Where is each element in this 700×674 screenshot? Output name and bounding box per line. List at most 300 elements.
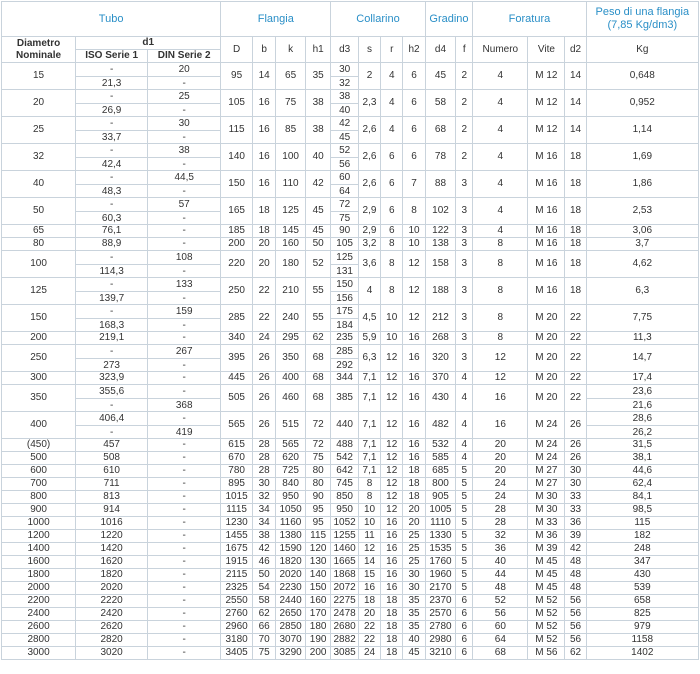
- cell-d3-part: 75: [331, 211, 358, 224]
- cell-r: 12: [381, 372, 403, 385]
- cell-d4: 585: [425, 452, 456, 465]
- cell-dn: 25: [2, 117, 76, 144]
- cell-k: 100: [276, 144, 306, 171]
- cell-numero: 68: [473, 647, 528, 660]
- cell-h1: 55: [305, 278, 330, 305]
- cell-f: 6: [456, 595, 473, 608]
- cell-s: 7,1: [358, 465, 380, 478]
- cell-b: 24: [253, 332, 276, 345]
- cell-d2: 26: [565, 452, 586, 465]
- cell-r: 16: [381, 582, 403, 595]
- cell-din-part: -: [148, 76, 220, 89]
- cell-vite: M 16: [528, 144, 565, 171]
- header-s: s: [358, 37, 380, 63]
- cell-dn: 700: [2, 478, 76, 491]
- cell-h1: 62: [305, 332, 330, 345]
- cell-r: 18: [381, 647, 403, 660]
- cell-iso: 2220: [76, 595, 148, 608]
- cell-iso: 88,9: [76, 238, 148, 251]
- cell-iso: 914: [76, 504, 148, 517]
- cell-s: 24: [358, 647, 380, 660]
- header-k: k: [276, 37, 306, 63]
- cell-din: -: [148, 238, 221, 251]
- cell-iso: [76, 144, 148, 171]
- cell-din-part: 108: [175, 252, 193, 263]
- cell-dn: 150: [2, 305, 76, 332]
- cell-kg: 98,5: [586, 504, 698, 517]
- cell-k: 950: [276, 491, 306, 504]
- cell-d3: 950: [331, 504, 359, 517]
- cell-f: 5: [456, 478, 473, 491]
- cell-b: 28: [253, 452, 276, 465]
- cell-k: 210: [276, 278, 306, 305]
- cell-D: 395: [221, 345, 253, 372]
- cell-d3: 2680: [331, 621, 359, 634]
- cell-din: [148, 412, 221, 439]
- cell-numero: 4: [473, 171, 528, 198]
- cell-kg: 248: [586, 543, 698, 556]
- cell-din-part: -: [148, 157, 220, 170]
- cell-r: 6: [381, 171, 403, 198]
- cell-kg-part: 26,2: [587, 425, 698, 438]
- cell-vite: M 12: [528, 90, 565, 117]
- cell-d4: 2170: [425, 582, 456, 595]
- cell-iso: 1016: [76, 517, 148, 530]
- cell-f: 5: [456, 543, 473, 556]
- header-h1: h1: [305, 37, 330, 63]
- cell-h2: 30: [403, 582, 425, 595]
- cell-kg: 84,1: [586, 491, 698, 504]
- cell-D: 445: [221, 372, 253, 385]
- cell-din-part: 30: [178, 118, 190, 129]
- cell-s: 20: [358, 608, 380, 621]
- cell-h2: 35: [403, 595, 425, 608]
- cell-d4: 320: [425, 345, 456, 372]
- header-numero: Numero: [473, 37, 528, 63]
- cell-D: 780: [221, 465, 253, 478]
- cell-d4: 3210: [425, 647, 456, 660]
- table-row: [2, 412, 699, 439]
- cell-kg: 115: [586, 517, 698, 530]
- cell-s: 3,6: [358, 251, 380, 278]
- cell-h1: 42: [305, 171, 330, 198]
- cell-b: 42: [253, 543, 276, 556]
- table-row: [2, 478, 699, 491]
- cell-din-part: 38: [178, 145, 190, 156]
- cell-iso-part: -: [109, 199, 114, 210]
- cell-s: 2,3: [358, 90, 380, 117]
- cell-numero: 52: [473, 595, 528, 608]
- cell-d3: 2072: [331, 582, 359, 595]
- cell-r: 18: [381, 608, 403, 621]
- cell-kg: 0,952: [586, 90, 698, 117]
- cell-vite: M 30: [528, 491, 565, 504]
- cell-iso: [76, 117, 148, 144]
- cell-d2: 22: [565, 385, 586, 412]
- cell-h2: 18: [403, 465, 425, 478]
- cell-s: 2: [358, 63, 380, 90]
- cell-h2: 6: [403, 144, 425, 171]
- cell-d4: 1110: [425, 517, 456, 530]
- cell-b: 50: [253, 569, 276, 582]
- cell-d3-part: 175: [336, 306, 353, 317]
- cell-s: 7,1: [358, 452, 380, 465]
- cell-din: -: [148, 465, 221, 478]
- cell-d3-part: 156: [331, 291, 358, 304]
- cell-kg: 38,1: [586, 452, 698, 465]
- cell-f: 4: [456, 452, 473, 465]
- cell-d2: 33: [565, 491, 586, 504]
- cell-d4: 102: [425, 198, 456, 225]
- cell-k: 180: [276, 251, 306, 278]
- cell-kg: 1402: [586, 647, 698, 660]
- cell-iso: [76, 171, 148, 198]
- cell-din: -: [148, 647, 221, 660]
- cell-d3-part: 64: [331, 184, 358, 197]
- cell-f: 3: [456, 305, 473, 332]
- cell-din: [148, 385, 221, 412]
- cell-numero: 20: [473, 465, 528, 478]
- cell-D: 340: [221, 332, 253, 345]
- table-row: [2, 621, 699, 634]
- cell-kg: 31,5: [586, 439, 698, 452]
- cell-b: 66: [253, 621, 276, 634]
- cell-d2: 56: [565, 608, 586, 621]
- table-row: [2, 504, 699, 517]
- cell-D: 670: [221, 452, 253, 465]
- cell-k: 565: [276, 439, 306, 452]
- cell-h1: 45: [305, 198, 330, 225]
- cell-iso-part: -: [109, 91, 114, 102]
- cell-r: 12: [381, 345, 403, 372]
- cell-r: 18: [381, 621, 403, 634]
- cell-d3: [331, 90, 359, 117]
- table-row: [2, 171, 699, 198]
- cell-d4: 800: [425, 478, 456, 491]
- cell-iso-part: 42,4: [76, 157, 147, 170]
- cell-f: 2: [456, 144, 473, 171]
- cell-f: 3: [456, 251, 473, 278]
- cell-s: 15: [358, 569, 380, 582]
- cell-k: 65: [276, 63, 306, 90]
- header-vite: Vite: [528, 37, 565, 63]
- cell-r: 4: [381, 90, 403, 117]
- cell-iso: [76, 305, 148, 332]
- cell-din-part: -: [148, 103, 220, 116]
- cell-iso: 323,9: [76, 372, 148, 385]
- cell-D: 115: [221, 117, 253, 144]
- cell-dn: 2400: [2, 608, 76, 621]
- cell-d4: 370: [425, 372, 456, 385]
- cell-k: 1380: [276, 530, 306, 543]
- cell-f: 2: [456, 90, 473, 117]
- cell-h1: 72: [305, 439, 330, 452]
- header-flangia: Flangia: [221, 2, 331, 37]
- cell-iso-part: 26,9: [76, 103, 147, 116]
- header-d4: d4: [425, 37, 456, 63]
- cell-kg: 14,7: [586, 345, 698, 372]
- cell-D: 1230: [221, 517, 253, 530]
- cell-din-part: -: [148, 264, 220, 277]
- cell-vite: M 16: [528, 225, 565, 238]
- cell-r: 16: [381, 569, 403, 582]
- cell-numero: 48: [473, 582, 528, 595]
- cell-d2: 39: [565, 530, 586, 543]
- cell-d3: 488: [331, 439, 359, 452]
- cell-h2: 16: [403, 372, 425, 385]
- table-row: [2, 582, 699, 595]
- cell-h2: 16: [403, 332, 425, 345]
- cell-iso: [76, 90, 148, 117]
- cell-dn: 1600: [2, 556, 76, 569]
- cell-k: 3290: [276, 647, 306, 660]
- cell-f: 5: [456, 504, 473, 517]
- cell-b: 75: [253, 647, 276, 660]
- cell-din: -: [148, 543, 221, 556]
- cell-numero: 4: [473, 90, 528, 117]
- cell-b: 20: [253, 251, 276, 278]
- cell-din-part: 20: [178, 64, 190, 75]
- cell-din-part: -: [148, 358, 220, 371]
- cell-h1: 150: [305, 582, 330, 595]
- cell-d2: 22: [565, 372, 586, 385]
- cell-h1: 115: [305, 530, 330, 543]
- cell-vite: M 24: [528, 452, 565, 465]
- cell-d2: 14: [565, 90, 586, 117]
- cell-kg-part: 28,6: [632, 413, 653, 424]
- cell-numero: 4: [473, 144, 528, 171]
- cell-h2: 35: [403, 621, 425, 634]
- cell-f: 4: [456, 385, 473, 412]
- cell-din: [148, 345, 221, 372]
- cell-d3: [331, 305, 359, 332]
- cell-h2: 20: [403, 517, 425, 530]
- cell-d4: 68: [425, 117, 456, 144]
- cell-r: 8: [381, 251, 403, 278]
- cell-b: 26: [253, 412, 276, 439]
- cell-s: 2,6: [358, 171, 380, 198]
- cell-kg: 347: [586, 556, 698, 569]
- cell-h1: 75: [305, 452, 330, 465]
- cell-d2: 36: [565, 517, 586, 530]
- cell-f: 5: [456, 530, 473, 543]
- cell-s: 5,9: [358, 332, 380, 345]
- cell-k: 620: [276, 452, 306, 465]
- cell-D: 2960: [221, 621, 253, 634]
- cell-numero: 12: [473, 345, 528, 372]
- cell-d2: 56: [565, 621, 586, 634]
- cell-k: 240: [276, 305, 306, 332]
- cell-b: 46: [253, 556, 276, 569]
- cell-din-part: -: [148, 291, 220, 304]
- cell-din: -: [148, 439, 221, 452]
- cell-D: 1455: [221, 530, 253, 543]
- cell-iso: 2620: [76, 621, 148, 634]
- cell-h2: 18: [403, 478, 425, 491]
- cell-b: 14: [253, 63, 276, 90]
- cell-s: 22: [358, 634, 380, 647]
- cell-din: -: [148, 517, 221, 530]
- cell-numero: 36: [473, 543, 528, 556]
- cell-iso: 3020: [76, 647, 148, 660]
- cell-h2: 7: [403, 171, 425, 198]
- cell-k: 75: [276, 90, 306, 117]
- cell-s: 2,9: [358, 225, 380, 238]
- cell-dn: 40: [2, 171, 76, 198]
- cell-vite: M 56: [528, 647, 565, 660]
- cell-h1: 55: [305, 305, 330, 332]
- cell-vite: M 12: [528, 117, 565, 144]
- cell-k: 840: [276, 478, 306, 491]
- cell-dn: 125: [2, 278, 76, 305]
- header-gradino: Gradino: [425, 2, 473, 37]
- cell-h1: 160: [305, 595, 330, 608]
- cell-d2: 62: [565, 647, 586, 660]
- cell-r: 16: [381, 530, 403, 543]
- cell-kg: 658: [586, 595, 698, 608]
- cell-vite: M 12: [528, 63, 565, 90]
- cell-h2: 12: [403, 251, 425, 278]
- cell-d3-part: 56: [331, 157, 358, 170]
- cell-d3: 1868: [331, 569, 359, 582]
- cell-k: 1590: [276, 543, 306, 556]
- cell-d4: 430: [425, 385, 456, 412]
- cell-h1: 38: [305, 117, 330, 144]
- cell-k: 400: [276, 372, 306, 385]
- cell-d3: 1460: [331, 543, 359, 556]
- cell-D: 165: [221, 198, 253, 225]
- cell-h2: 12: [403, 278, 425, 305]
- cell-D: 285: [221, 305, 253, 332]
- cell-k: 110: [276, 171, 306, 198]
- cell-kg: 3,7: [586, 238, 698, 251]
- cell-D: 3180: [221, 634, 253, 647]
- cell-d2: 18: [565, 225, 586, 238]
- cell-r: 10: [381, 305, 403, 332]
- cell-dn: 200: [2, 332, 76, 345]
- cell-h1: 35: [305, 63, 330, 90]
- cell-iso-part: 48,3: [76, 184, 147, 197]
- cell-din-part: 368: [148, 398, 220, 411]
- table-row: [2, 63, 699, 90]
- cell-d2: 22: [565, 332, 586, 345]
- cell-numero: 4: [473, 225, 528, 238]
- cell-dn: 100: [2, 251, 76, 278]
- cell-numero: 32: [473, 530, 528, 543]
- cell-f: 3: [456, 278, 473, 305]
- cell-r: 6: [381, 225, 403, 238]
- cell-d3: 542: [331, 452, 359, 465]
- cell-s: 7,1: [358, 372, 380, 385]
- flange-table: [1, 1, 699, 660]
- cell-d2: 18: [565, 144, 586, 171]
- cell-k: 1160: [276, 517, 306, 530]
- cell-iso: [76, 278, 148, 305]
- cell-iso: 610: [76, 465, 148, 478]
- table-row: [2, 332, 699, 345]
- cell-din: [148, 305, 221, 332]
- cell-r: 12: [381, 412, 403, 439]
- cell-f: 3: [456, 345, 473, 372]
- cell-kg: 2,53: [586, 198, 698, 225]
- cell-h2: 10: [403, 225, 425, 238]
- cell-vite: M 16: [528, 238, 565, 251]
- cell-din: -: [148, 595, 221, 608]
- cell-d3-part: 131: [331, 264, 358, 277]
- cell-b: 18: [253, 225, 276, 238]
- cell-vite: M 24: [528, 439, 565, 452]
- cell-d2: 18: [565, 171, 586, 198]
- cell-f: 3: [456, 332, 473, 345]
- table-row: [2, 198, 699, 225]
- cell-b: 20: [253, 238, 276, 251]
- cell-kg: 539: [586, 582, 698, 595]
- cell-din: -: [148, 372, 221, 385]
- cell-kg-part: 23,6: [632, 386, 653, 397]
- cell-din: -: [148, 452, 221, 465]
- cell-din: [148, 117, 221, 144]
- cell-d3-part: 30: [339, 64, 351, 75]
- cell-dn: 80: [2, 238, 76, 251]
- cell-b: 54: [253, 582, 276, 595]
- cell-kg: 6,3: [586, 278, 698, 305]
- cell-h2: 20: [403, 504, 425, 517]
- cell-vite: M 27: [528, 478, 565, 491]
- cell-d4: 268: [425, 332, 456, 345]
- cell-d2: 14: [565, 63, 586, 90]
- cell-D: 140: [221, 144, 253, 171]
- cell-d3-part: 285: [336, 346, 353, 357]
- cell-D: 1915: [221, 556, 253, 569]
- cell-d2: 56: [565, 595, 586, 608]
- cell-vite: M 45: [528, 556, 565, 569]
- table-row: [2, 608, 699, 621]
- cell-dn: 2800: [2, 634, 76, 647]
- cell-iso-part: 273: [76, 358, 147, 371]
- cell-iso-part: 21,3: [76, 76, 147, 89]
- cell-numero: 20: [473, 452, 528, 465]
- cell-d4: 158: [425, 251, 456, 278]
- cell-numero: 56: [473, 608, 528, 621]
- cell-iso: 508: [76, 452, 148, 465]
- cell-iso: 76,1: [76, 225, 148, 238]
- cell-D: 505: [221, 385, 253, 412]
- cell-r: 4: [381, 63, 403, 90]
- cell-f: 6: [456, 634, 473, 647]
- cell-d3: 3085: [331, 647, 359, 660]
- cell-dn: 800: [2, 491, 76, 504]
- cell-kg: [586, 385, 698, 412]
- cell-din: [148, 278, 221, 305]
- cell-vite: M 36: [528, 530, 565, 543]
- table-row: [2, 491, 699, 504]
- cell-h2: 16: [403, 412, 425, 439]
- cell-din: -: [148, 504, 221, 517]
- cell-din: -: [148, 491, 221, 504]
- cell-din-part: 25: [178, 91, 190, 102]
- header-tubo: Tubo: [2, 2, 221, 37]
- cell-s: 12: [358, 543, 380, 556]
- cell-D: 200: [221, 238, 253, 251]
- cell-b: 16: [253, 90, 276, 117]
- cell-numero: 40: [473, 556, 528, 569]
- cell-s: 2,6: [358, 117, 380, 144]
- cell-d3: [331, 63, 359, 90]
- cell-iso: 2420: [76, 608, 148, 621]
- header-d1: d1: [76, 37, 221, 50]
- cell-s: 7,1: [358, 385, 380, 412]
- cell-vite: M 45: [528, 569, 565, 582]
